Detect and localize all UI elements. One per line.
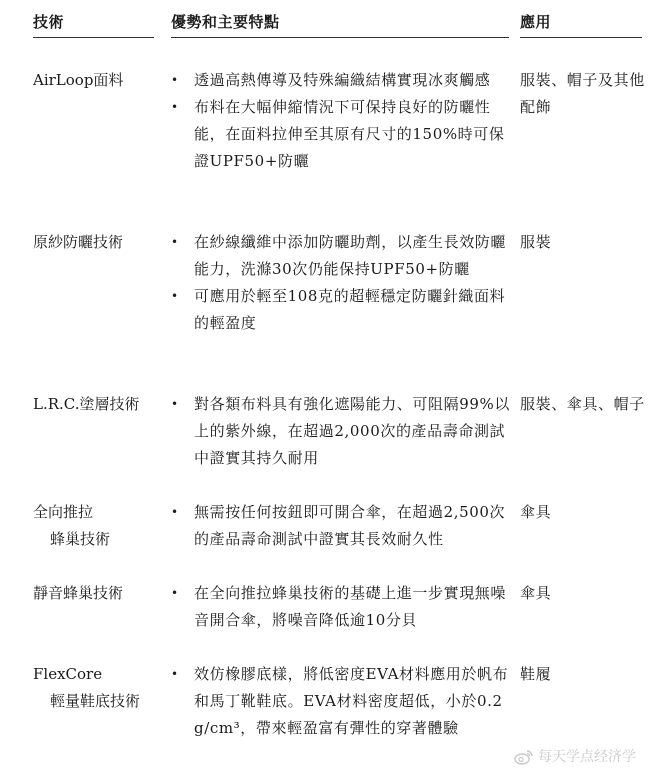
tech-name — [33, 499, 163, 553]
bullet-list — [171, 67, 511, 175]
bullet-item — [171, 580, 511, 634]
bullet-text: 在紗線纖維中添加防曬助劑，以產生長效防曬能力，洗滌30次仍能保持UPF50+防曬 — [194, 233, 507, 278]
bullet-list — [171, 391, 511, 472]
tech-name-line1: AirLoop面料 — [33, 71, 124, 89]
weibo-icon — [514, 749, 534, 765]
bullet-text: 效仿橡膠底樣，將低密度EVA材料應用於帆布和馬丁靴鞋底。EVA材料密度超低，小於0.2g/cm³，帶來輕盈富有彈性的穿著體驗 — [194, 665, 509, 737]
tech-name-line1: L.R.C.塗層技術 — [33, 395, 140, 413]
bullet-text: 在全向推拉蜂巢技術的基礎上進一步實現無噪音開合傘，將噪音降低逾10分貝 — [194, 584, 507, 629]
bullet-text: 透過高熱傳導及特殊編織結構實現冰爽觸感 — [194, 71, 491, 89]
application: 服裝、帽子及其他配飾 — [520, 71, 645, 116]
tech-name-line1: 全向推拉 — [33, 503, 94, 521]
bullet-list — [171, 580, 511, 634]
watermark-text: 每天学点经济学 — [538, 749, 636, 765]
bullet-text: 可應用於輕至108克的超輕穩定防曬針織面料的輕盈度 — [194, 287, 506, 332]
bullet-item — [171, 229, 511, 283]
application: 傘具 — [520, 503, 552, 521]
tech-name — [33, 580, 163, 607]
bullet-item — [171, 499, 511, 553]
tech-name — [33, 661, 163, 715]
tech-name-line1: 原紗防曬技術 — [33, 233, 124, 251]
bullet-list — [171, 661, 511, 742]
bullet-dot-icon: • — [171, 667, 179, 681]
bullet-item — [171, 661, 511, 742]
bullet-item — [171, 391, 511, 472]
bullet-dot-icon: • — [171, 586, 179, 600]
watermark — [514, 746, 664, 768]
bullet-text: 無需按任何按鈕即可開合傘，在超過2,500次的產品壽命測試中證實其長效耐久性 — [194, 503, 506, 548]
tech-name-line2: 輕量鞋底技術 — [50, 692, 141, 710]
bullet-text: 布料在大幅伸縮情況下可保持良好的防曬性能，在面料拉伸至其原有尺寸的150%時可保證UPF50+防曬 — [194, 98, 505, 170]
bullet-list — [171, 499, 511, 553]
bullet-dot-icon: • — [171, 289, 179, 303]
header-advantages: 優勢和主要特點 — [171, 11, 509, 38]
header-application: 應用 — [520, 11, 642, 38]
application: 服裝 — [520, 233, 552, 251]
bullet-item — [171, 283, 511, 337]
tech-name-line1: 靜音蜂巢技術 — [33, 584, 124, 602]
bullet-list — [171, 229, 511, 337]
bullet-text: 對各類布料具有強化遮陽能力、可阻隔99%以上的紫外線，在超過2,000次的產品壽命測試中證實其持久耐用 — [194, 395, 510, 467]
bullet-dot-icon: • — [171, 397, 179, 411]
bullet-dot-icon: • — [171, 73, 179, 87]
tech-name-line2: 蜂巢技術 — [50, 530, 111, 548]
tech-name — [33, 391, 163, 418]
bullet-dot-icon: • — [171, 505, 179, 519]
bullet-dot-icon: • — [171, 235, 179, 249]
tech-name-line1: FlexCore — [33, 665, 103, 683]
application: 傘具 — [520, 584, 552, 602]
application: 鞋履 — [520, 665, 552, 683]
tech-name — [33, 229, 163, 256]
bullet-item — [171, 94, 511, 175]
bullet-item — [171, 67, 511, 94]
bullet-dot-icon: • — [171, 100, 179, 114]
application: 服裝、傘具、帽子 — [520, 395, 645, 413]
tech-name — [33, 67, 163, 94]
header-technology: 技術 — [33, 11, 154, 38]
